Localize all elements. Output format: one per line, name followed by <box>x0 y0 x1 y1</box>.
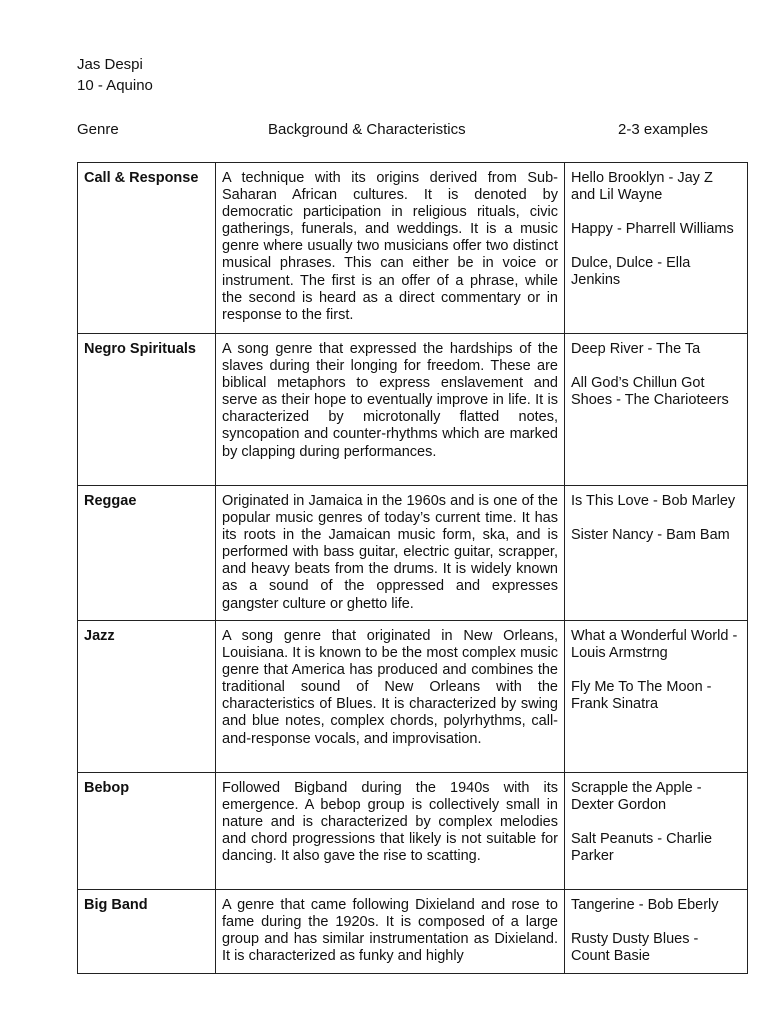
genre-description: A genre that came following Dixieland and rose to fame during the 1920s. It is composed of a large group and has similar instrumentation as Dixieland. It is characterized as funky and highly <box>216 890 565 974</box>
example-item: Sister Nancy - Bam Bam <box>571 527 730 544</box>
table-row <box>78 621 748 773</box>
genre-name: Jazz <box>78 621 216 773</box>
genre-description: A song genre that originated in New Orleans, Louisiana. It is known to be the most complex music genre that America has produced and combines the traditional sound of New Orleans with the characteristics of Blues. It is characterized by swing and blue notes, complex chords, polyrhythms, call-and-response vocals, and improvisation. <box>216 621 565 773</box>
genre-name: Reggae <box>78 486 216 621</box>
genre-examples <box>565 773 748 890</box>
genre-name: Big Band <box>78 890 216 974</box>
example-item: Rusty Dusty Blues - Count Basie <box>571 931 699 965</box>
example-item: Happy - Pharrell Williams <box>571 221 734 238</box>
example-item: All God’s Chillun Got Shoes - The Charioteers <box>571 375 729 409</box>
genre-examples <box>565 334 748 486</box>
table-row <box>78 890 748 974</box>
genre-description: A song genre that expressed the hardships of the slaves during their longing for freedom. These are biblical metaphors to express enslavement and serve as their hope to eventually improve in life. It is characterized by microtonally flatted notes, syncopation and counter-rhythms which are marked by clapping during performances. <box>216 334 565 486</box>
genre-description: A technique with its origins derived from Sub-Saharan African cultures. It is denoted by democratic participation in religious rituals, civic gatherings, funerals, and weddings. It is a music genre where usually two musicians offer two distinct musical phrases. This can either be in voice or instrument. The first is an offer of a phrase, while the second is heard as a direct commentary or in response to the first. <box>216 163 565 334</box>
genre-examples <box>565 890 748 974</box>
genre-examples <box>565 621 748 773</box>
example-item: Tangerine - Bob Eberly <box>571 897 719 913</box>
column-header-genre: Genre <box>77 121 119 138</box>
genre-table <box>77 162 748 974</box>
table-row <box>78 334 748 486</box>
table-row <box>78 486 748 621</box>
table-row <box>78 773 748 890</box>
genre-name: Bebop <box>78 773 216 890</box>
genre-description: Originated in Jamaica in the 1960s and is one of the popular music genres of today’s current time. It has its roots in the Jamaican music form, ska, and is performed with bass guitar, electric guitar, scrapper, and heavy beats from the drums. It is widely known as a sound of the oppressed and expresses gangster culture or ghetto life. <box>216 486 565 621</box>
example-item: What a Wonderful World - Louis Armstrng <box>571 628 738 662</box>
genre-examples <box>565 486 748 621</box>
genre-name: Negro Spirituals <box>78 334 216 486</box>
column-header-background: Background & Characteristics <box>268 121 466 138</box>
example-item: Is This Love - Bob Marley <box>571 493 736 509</box>
genre-description: Followed Bigband during the 1940s with its emergence. A bebop group is collectively small in nature and is characterized by complex melodies and chord progressions that likely is not suitable for dancing. It also gave the rise to scatting. <box>216 773 565 890</box>
example-item: Salt Peanuts - Charlie Parker <box>571 831 713 865</box>
table-row <box>78 163 748 334</box>
example-item: Deep River - The Ta <box>571 341 701 357</box>
genre-examples <box>565 163 748 334</box>
example-item: Fly Me To The Moon - Frank Sinatra <box>571 679 712 713</box>
genre-name: Call & Response <box>78 163 216 334</box>
example-item: Scrapple the Apple - Dexter Gordon <box>571 780 702 814</box>
student-section: 10 - Aquino <box>77 77 153 94</box>
column-header-examples: 2-3 examples <box>618 121 709 138</box>
example-item: Hello Brooklyn - Jay Z and Lil Wayne <box>571 170 713 204</box>
example-item: Dulce, Dulce - Ella Jenkins <box>571 255 691 289</box>
student-name: Jas Despi <box>77 56 143 73</box>
